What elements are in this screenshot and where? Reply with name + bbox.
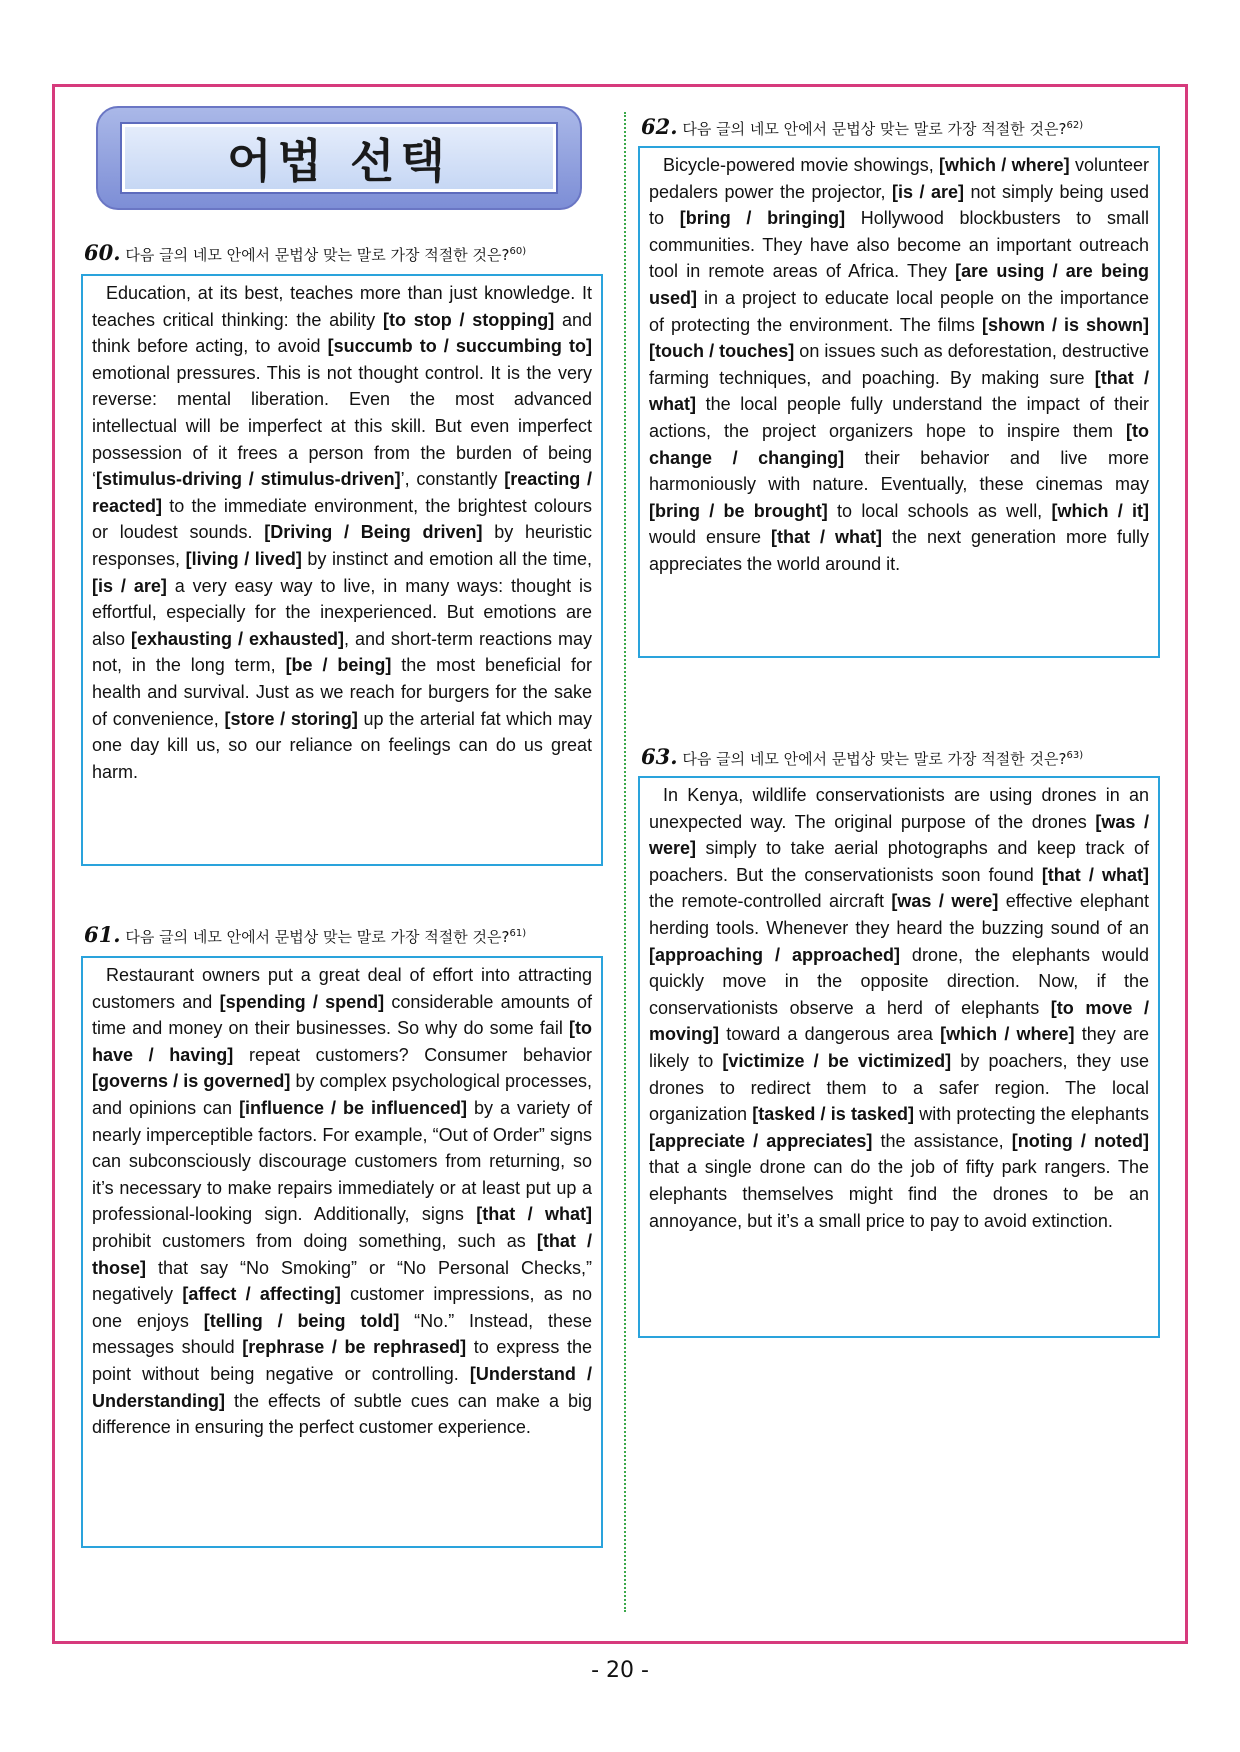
grammar-choice: [to stop / stopping]: [382, 309, 555, 330]
question-instruction: 다음 글의 네모 안에서 문법상 맞는 말로 가장 적절한 것은?: [125, 928, 510, 946]
grammar-choice: [is / are]: [892, 181, 965, 202]
grammar-choice: [be / being]: [285, 655, 392, 676]
question-number: 63.: [641, 744, 678, 769]
question-62-header: [641, 114, 1083, 139]
question-61-passage: [81, 956, 603, 1548]
question-63-passage: [638, 776, 1160, 1338]
grammar-choice: [that / what]: [649, 367, 1149, 415]
question-number: 62.: [641, 114, 678, 139]
grammar-choice: [that / what]: [771, 527, 882, 548]
grammar-choice: [stimulus-driving / stimulus-driven]: [96, 469, 401, 490]
grammar-choice: [which / it]: [1051, 500, 1149, 521]
grammar-choice: [are using / are being used]: [649, 261, 1149, 308]
grammar-choice: [appreciate / appreciates]: [649, 1130, 873, 1151]
question-60-header: [84, 240, 526, 265]
grammar-choice: [touch / touches]: [649, 341, 795, 362]
grammar-choice: [Understand / Understanding]: [92, 1363, 592, 1411]
grammar-choice: [telling / being told]: [203, 1310, 400, 1331]
column-divider: [624, 112, 626, 1612]
question-instruction: 다음 글의 네모 안에서 문법상 맞는 말로 가장 적절한 것은?: [682, 120, 1067, 138]
grammar-choice: [governs / is governed]: [92, 1071, 291, 1092]
grammar-choice: [victimize / be victimized]: [722, 1050, 952, 1071]
grammar-choice: [tasked / is tasked]: [752, 1104, 914, 1125]
passage-text: Restaurant owners put a great deal of effort into attracting customers and [spending / spend] considerable amounts of time and money on their businesses. So why do some fail [to have / having] repeat customers? Consumer behavior [governs / is governed] by complex psychological processes, and opinions can [influence / be influenced] by a variety of nearly imperceptible factors. For example, “Out of Order” signs can subconsciously discourage customers from returning, so it’s necessary to make repairs immediately or at least put up a professional-looking sign. Additionally, signs [that / what] prohibit customers from doing something, such as [that / those] that say “No Smoking” or “No Personal Checks,” negatively [affect / affecting] customer impressions, as no one enjoys [telling / being told] “No.” Instead, these messages should [rephrase / be rephrased] to express the point without being negative or controlling. [Understand / Understanding] the effects of subtle cues can make a big difference in ensuring the perfect customer experience.: [92, 965, 593, 1438]
footnote-ref: 63): [1066, 750, 1084, 761]
grammar-choice: [was / were]: [649, 811, 1149, 859]
grammar-choice: [succumb to / succumbing to]: [327, 336, 592, 357]
question-instruction: 다음 글의 네모 안에서 문법상 맞는 말로 가장 적절한 것은?: [125, 246, 510, 264]
grammar-choice: [bring / bringing]: [679, 208, 846, 229]
grammar-choice: [approaching / approached]: [649, 944, 900, 965]
grammar-choice: [store / storing]: [224, 708, 358, 729]
grammar-choice: [was / were]: [891, 891, 999, 912]
passage-text: Education, at its best, teaches more than just knowledge. It teaches critical thinking: the ability [to stop / stopping] and think before acting, to avoid [succumb to / succumbing to] emotional pressures. This is not thought control. It is the very reverse: mental liberation. Even the most advanced intellectual will be imperfect at this skill. But even imperfect possession of it frees a person from the burden of being ‘[stimulus-driving / stimulus-driven]’, constantly [reacting / reacted] to the immediate environment, the brightest colours or loudest sounds. [Driving / Being driven] by heuristic responses, [living / lived] by instinct and emotion all the time, [is / are] a very easy way to live, in many ways: thought is effortful, especially for the inexperienced. But emotions are also [exhausting / exhausted], and short-term reactions may not, in the long term, [be / being] the most beneficial for health and survival. Just as we reach for burgers for the sake of convenience, [store / storing] up the arterial fat which may one day kill us, so our reliance on feelings can do us great harm.: [92, 283, 593, 782]
grammar-choice: [to have / having]: [92, 1018, 592, 1065]
grammar-choice: [that / what]: [1041, 864, 1149, 885]
grammar-choice: [shown / is shown]: [981, 314, 1150, 335]
grammar-choice: [exhausting / exhausted]: [131, 628, 344, 649]
grammar-choice: [is / are]: [92, 575, 167, 596]
grammar-choice: [influence / be influenced]: [239, 1097, 468, 1118]
question-62-passage: [638, 146, 1160, 658]
grammar-choice: [which / where]: [939, 155, 1070, 175]
page-number: - 20 -: [591, 1658, 649, 1683]
passage-text: Bicycle-powered movie showings, [which / where] volunteer pedalers power the projector, [is / are] not simply being used to [bring / bringing] Hollywood blockbusters to small communities. They have also become an important outreach tool in remote areas of Africa. They [are using / are being used] in a project to educate local people on the importance of protecting the environment. The films [shown / is shown] [touch / touches] on issues such as deforestation, destructive farming techniques, and poaching. By making sure [that / what] the local people fully understand the impact of their actions, the project organizers hope to inspire them [to change / changing] their behavior and live more harmoniously with nature. Eventually, these cinemas may [bring / be brought] to local schools as well, [which / it] would ensure [that / what] the next generation more fully appreciates the world around it.: [649, 155, 1150, 574]
grammar-choice: [bring / be brought]: [649, 500, 828, 521]
grammar-choice: [which / where]: [940, 1024, 1075, 1045]
question-63-header: [641, 744, 1083, 769]
grammar-choice: [that / those]: [92, 1230, 592, 1278]
question-number: 61.: [84, 922, 121, 947]
question-instruction: 다음 글의 네모 안에서 문법상 맞는 말로 가장 적절한 것은?: [682, 750, 1067, 768]
section-title-badge: [96, 106, 582, 210]
footnote-ref: 60): [509, 246, 527, 257]
grammar-choice: [reacting / reacted]: [92, 469, 592, 516]
grammar-choice: [to move / moving]: [649, 997, 1149, 1045]
section-title-panel: [122, 124, 556, 192]
grammar-choice: [spending / spend]: [219, 991, 385, 1012]
passage-text: In Kenya, wildlife conservationists are using drones in an unexpected way. The original purpose of the drones [was / were] simply to take aerial photographs and keep track of poachers. But the conservationists soon found [that / what] the remote-controlled aircraft [was / were] effective elephant herding tools. Whenever they heard the buzzing sound of an [approaching / approached] drone, the elephants would quickly move in the opposite direction. Now, if the conservationists observe a herd of elephants [to move / moving] toward a dangerous area [which / where] they are likely to [victimize / be victimized] by poachers, they use drones to redirect them to a safer region. The local organization [tasked / is tasked] with protecting the elephants [appreciate / appreciates] the assistance, [noting / noted] that a single drone can do the job of fifty park rangers. The elephants themselves might find the drones to be an annoyance, but it’s a small price to pay to avoid extinction.: [649, 785, 1149, 1231]
footnote-ref: 61): [509, 928, 527, 939]
grammar-choice: [to change / changing]: [649, 420, 1149, 468]
grammar-choice: [noting / noted]: [1011, 1130, 1149, 1151]
grammar-choice: [affect / affecting]: [182, 1284, 341, 1305]
question-61-header: [84, 922, 526, 947]
question-number: 60.: [84, 240, 121, 265]
grammar-choice: [that / what]: [476, 1204, 592, 1225]
section-title: 어법 선택: [227, 134, 451, 188]
footnote-ref: 62): [1066, 120, 1084, 131]
grammar-choice: [rephrase / be rephrased]: [242, 1337, 467, 1358]
question-60-passage: [81, 274, 603, 866]
grammar-choice: [living / lived]: [185, 548, 302, 569]
grammar-choice: [Driving / Being driven]: [264, 522, 483, 543]
